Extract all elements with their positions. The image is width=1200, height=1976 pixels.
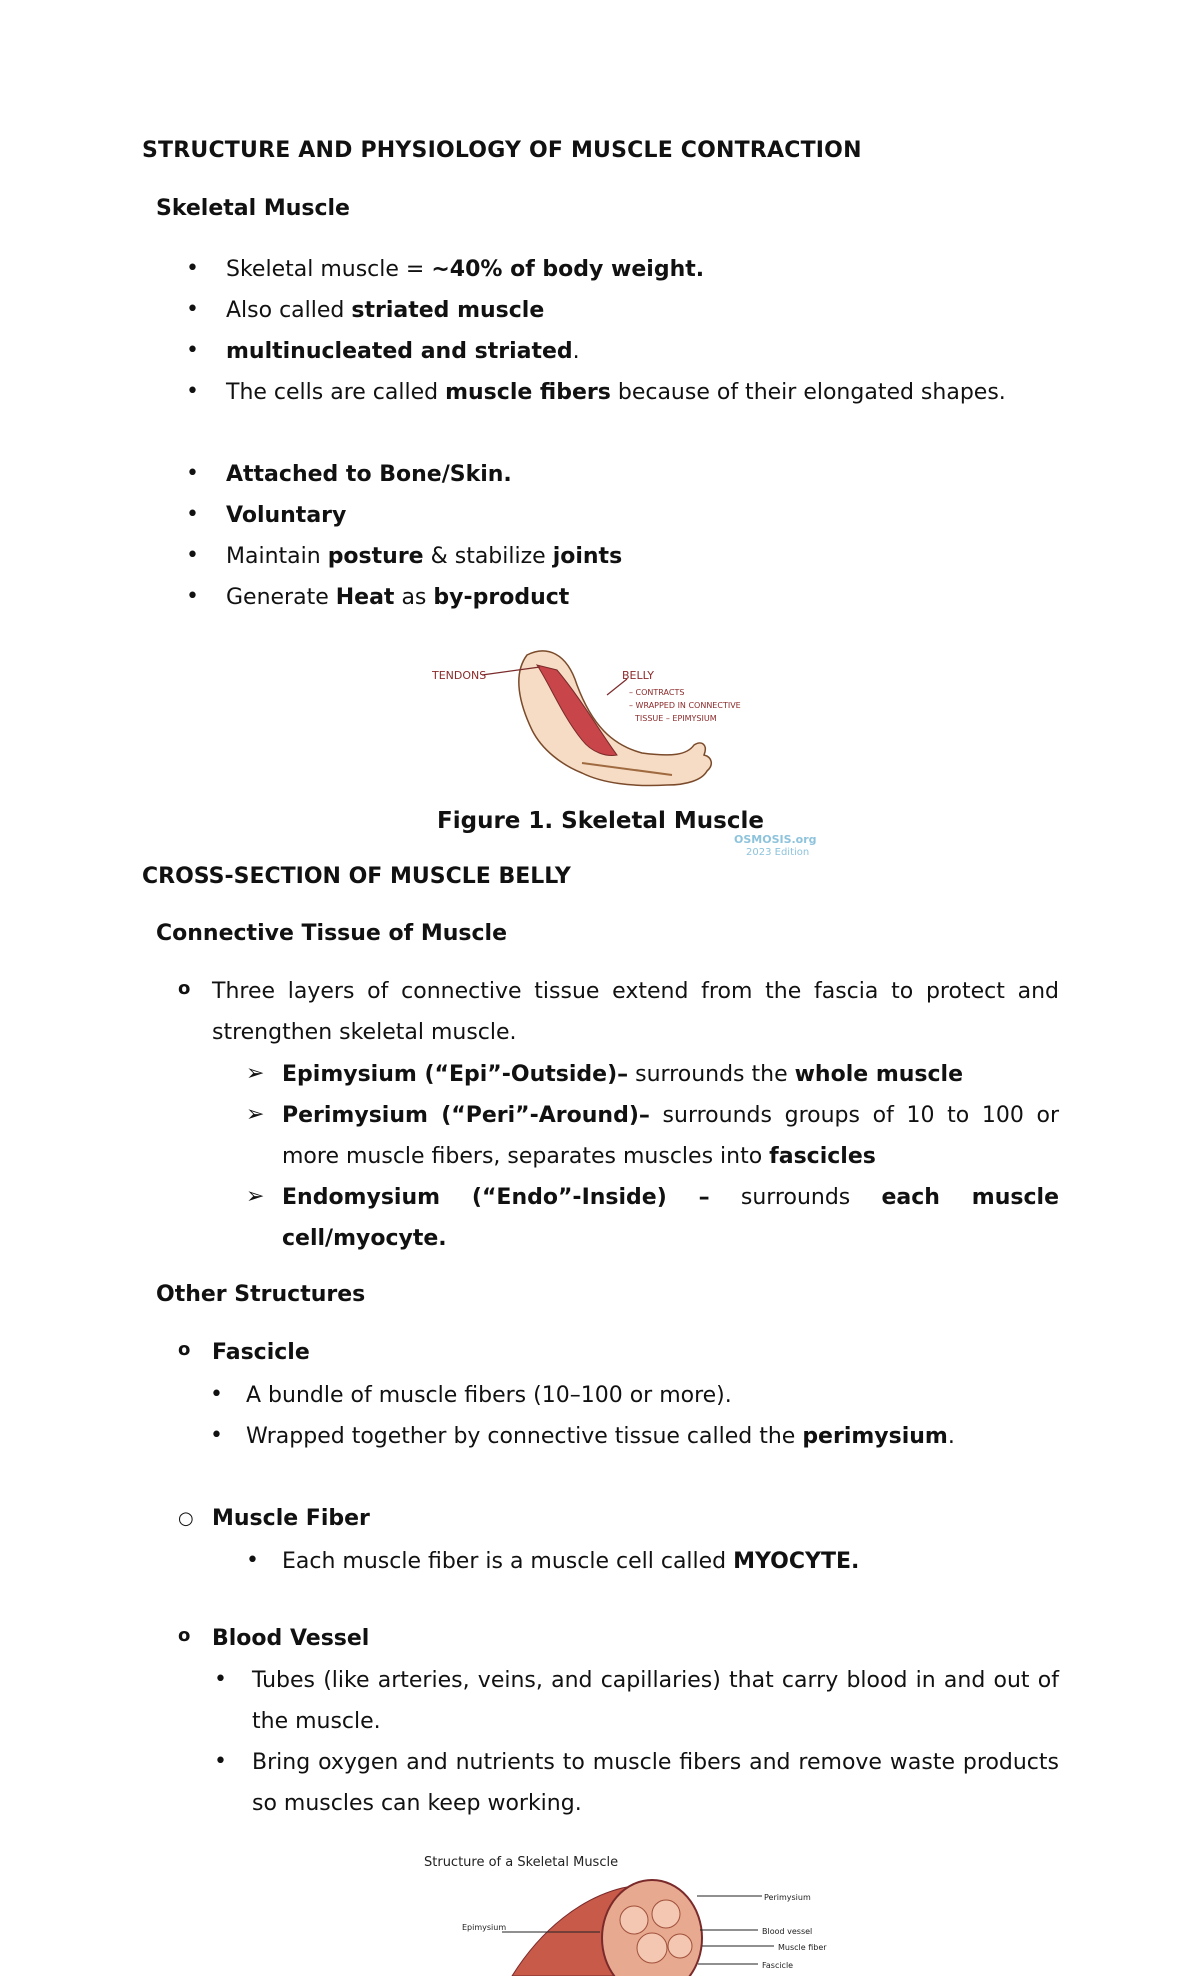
circle-bullet: ○: [178, 1508, 194, 1529]
page-title: STRUCTURE AND PHYSIOLOGY OF MUSCLE CONTRACTION: [142, 138, 862, 163]
section-heading-other: Other Structures: [156, 1282, 366, 1307]
figure-caption: Figure 1. Skeletal Muscle: [437, 808, 764, 834]
belly-note: – CONTRACTS: [629, 688, 685, 697]
list-item: Three layers of connective tissue extend from the fascia to protect and strengthen skeletal muscle.: [212, 979, 1059, 1045]
bullet-dot: •: [246, 1548, 259, 1573]
circle-bullet: o: [178, 1625, 191, 1646]
list-item: Bring oxygen and nutrients to muscle fibers and remove waste products so muscles can keep working.: [252, 1750, 1059, 1816]
list-item: Attached to Bone/Skin.: [226, 462, 512, 487]
figure-label: Muscle fiber: [778, 1943, 827, 1952]
circle-bullet: o: [178, 978, 191, 999]
list-item: Epimysium (“Epi”-Outside)– surrounds the whole muscle: [282, 1062, 964, 1087]
figure-title: Structure of a Skeletal Muscle: [424, 1855, 619, 1870]
subsection-title: Fascicle: [212, 1340, 310, 1365]
figure-label: Blood vessel: [762, 1927, 813, 1936]
figure-label: Perimysium: [764, 1893, 811, 1902]
arrow-bullet-icon: ➢: [246, 1102, 265, 1127]
list-item: Wrapped together by connective tissue called the perimysium.: [246, 1424, 955, 1449]
list-item: Perimysium (“Peri”-Around)– surrounds groups of 10 to 100 or more muscle fibers, separates muscles into fascicles: [282, 1103, 1059, 1169]
fascicle-circle: [620, 1906, 648, 1934]
bullet-dot: •: [214, 1667, 227, 1692]
fascicle-circle: [637, 1933, 667, 1963]
bullet-dot: •: [214, 1749, 227, 1774]
bullet-dot: •: [210, 1423, 223, 1448]
list-item: Skeletal muscle = ~40% of body weight.: [226, 257, 705, 282]
arrow-bullet-icon: ➢: [246, 1184, 265, 1209]
belly-label: BELLY: [622, 669, 655, 682]
fascicle-circle: [652, 1900, 680, 1928]
bullet-dot: •: [186, 584, 199, 609]
list-item: Voluntary: [226, 503, 347, 528]
list-item: A bundle of muscle fibers (10–100 or more).: [246, 1383, 732, 1408]
section-heading-connective: Connective Tissue of Muscle: [156, 921, 508, 946]
bullet-dot: •: [186, 543, 199, 568]
watermark-text: OSMOSIS.org: [734, 833, 817, 846]
bullet-dot: •: [186, 502, 199, 527]
bullet-dot: •: [186, 461, 199, 486]
list-item: Each muscle fiber is a muscle cell called MYOCYTE.: [282, 1549, 860, 1574]
bullet-dot: •: [186, 297, 199, 322]
subsection-title: Blood Vessel: [212, 1626, 370, 1651]
bullet-dot: •: [186, 379, 199, 404]
list-item: Also called striated muscle: [226, 298, 545, 323]
list-item: Generate Heat as by-product: [226, 585, 570, 610]
arrow-bullet-icon: ➢: [246, 1061, 265, 1086]
list-item: Tubes (like arteries, veins, and capillaries) that carry blood in and out of the muscle.: [252, 1668, 1059, 1734]
watermark-text: 2023 Edition: [746, 847, 810, 858]
bullet-dot: •: [210, 1382, 223, 1407]
muscle-structure-figure: [412, 1848, 932, 1976]
list-item: Endomysium (“Endo”-Inside) – surrounds each muscle cell/myocyte.: [282, 1185, 1059, 1251]
list-item: multinucleated and striated.: [226, 339, 580, 364]
list-item: The cells are called muscle fibers because of their elongated shapes.: [226, 380, 1006, 405]
figure-label: Fascicle: [762, 1961, 794, 1970]
section-heading-cross-section: CROSS-SECTION OF MUSCLE BELLY: [142, 864, 571, 889]
figure-label: Epimysium: [462, 1923, 507, 1932]
list-item: Maintain posture & stabilize joints: [226, 544, 623, 569]
subsection-title: Muscle Fiber: [212, 1506, 370, 1531]
belly-note: – WRAPPED IN CONNECTIVE: [629, 701, 741, 710]
section-heading-skeletal: Skeletal Muscle: [156, 196, 350, 221]
bullet-dot: •: [186, 256, 199, 281]
circle-bullet: o: [178, 1339, 191, 1360]
fascicle-circle: [668, 1934, 692, 1958]
belly-note: TISSUE – EPIMYSIUM: [635, 714, 717, 723]
tendons-label: TENDONS: [432, 669, 487, 682]
bullet-dot: •: [186, 338, 199, 363]
